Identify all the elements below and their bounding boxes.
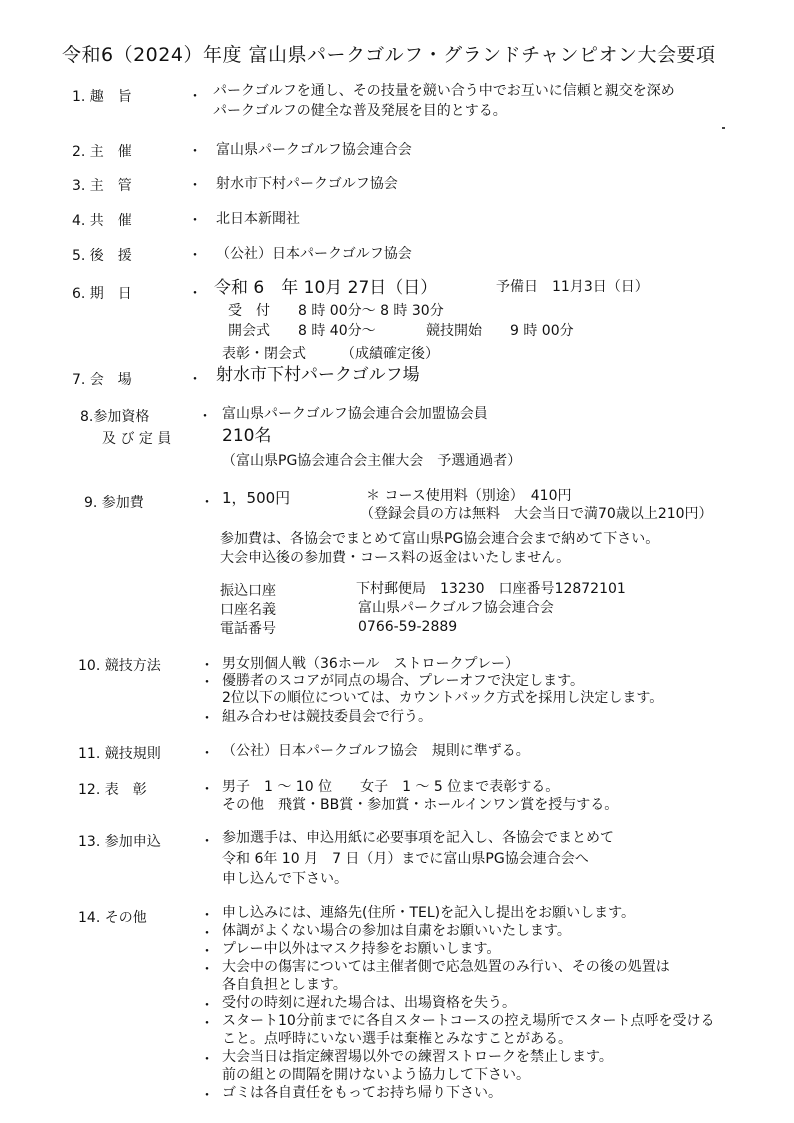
application-line-1: 参加選手は、申込用紙に必要事項を記入し、各協会でまとめて xyxy=(222,830,614,846)
course-fee: ＊ コース使用料（別途） 410円 xyxy=(366,488,572,504)
bullet: ・ xyxy=(200,746,214,762)
bullet: ・ xyxy=(188,144,202,160)
bullet: ・ xyxy=(200,926,214,942)
grouping-rule: 組み合わせは競技委員会で行う。 xyxy=(222,709,432,725)
section-2-label: 2. 主 催 xyxy=(72,144,132,160)
section-13-label: 13. 参加申込 xyxy=(78,834,161,850)
section-4-label: 4. 共 催 xyxy=(72,213,132,229)
bullet: ・ xyxy=(200,1088,214,1104)
fee-payment-note: 参加費は、各協会でまとめて富山県PG協会連合会まで納めて下さい。 xyxy=(220,531,660,547)
section-10-label: 10. 競技方法 xyxy=(78,658,161,674)
no-refund-note: 大会申込後の参加費・コース料の返金はいたしません。 xyxy=(220,550,571,566)
phone-label: 電話番号 xyxy=(220,621,276,637)
other-item-6-cont: こと。点呼時にいない選手は棄権とみなすことがある。 xyxy=(222,1031,572,1047)
purpose-line-2: パークゴルフの健全な普及発展を目的とする。 xyxy=(213,103,507,119)
bullet: ・ xyxy=(200,834,214,850)
supporter: （公社）日本パークゴルフ協会 xyxy=(216,246,412,262)
bullet: ・ xyxy=(188,178,202,194)
entry-fee: 1，500円 xyxy=(222,489,291,507)
bullet: ・ xyxy=(200,944,214,960)
bullet: ・ xyxy=(200,675,214,691)
reception-time: 受 付 8 時 00分～ 8 時 30分 xyxy=(228,303,444,319)
bullet: ・ xyxy=(200,908,214,924)
bullet: ・ xyxy=(188,89,202,105)
venue: 射水市下村パークゴルフ場 xyxy=(216,365,420,385)
competition-start-time: 競技開始 9 時 00分 xyxy=(426,323,574,339)
section-12-label: 12. 表 彰 xyxy=(78,782,147,798)
tie-breaker-rule: 優勝者のスコアが同点の場合、プレーオフで決定します。 xyxy=(222,673,585,689)
bullet: ・ xyxy=(188,286,202,302)
bullet: ・ xyxy=(200,1016,214,1032)
other-item-6: スタート10分前までに各自スタートコースの控え場所でスタート点呼を受ける xyxy=(222,1013,715,1029)
bank-account-value: 下村郵便局 13230 口座番号12872101 xyxy=(356,581,626,597)
other-item-1: 申し込みには、連絡先(住所・TEL)を記入し提出をお願いします。 xyxy=(222,905,635,921)
countback-rule: 2位以下の順位については、カウントバック方式を採用し決定します。 xyxy=(222,690,664,706)
registered-member-fee: （登録会員の方は無料 大会当日で満70歳以上210円） xyxy=(360,506,713,522)
bank-account-label: 振込口座 xyxy=(220,583,276,599)
account-holder-value: 富山県パークゴルフ協会連合会 xyxy=(358,600,554,616)
bullet: ・ xyxy=(200,782,214,798)
purpose-line-1: パークゴルフを通し、その技量を競い合う中でお互いに信頼と親交を深め xyxy=(213,83,675,99)
bullet: ・ xyxy=(188,372,202,388)
other-item-5: 受付の時刻に遅れた場合は、出場資格を失う。 xyxy=(222,995,516,1011)
bullet: ・ xyxy=(200,962,214,978)
section-6-label: 6. 期 日 xyxy=(72,286,132,302)
competition-format: 男女別個人戦（36ホール ストロークプレー） xyxy=(222,656,519,672)
section-1-label: 1. 趣 旨 xyxy=(72,89,132,105)
application-deadline: 令和 6年 10 月 7 日（月）までに富山県PG協会連合会へ xyxy=(222,851,589,867)
eligibility: 富山県パークゴルフ協会連合会加盟協会員 xyxy=(222,406,488,422)
bullet: ・ xyxy=(200,1052,214,1068)
reserve-date: 予備日 11月3日（日） xyxy=(496,279,649,295)
managing-body: 射水市下村パークゴルフ協会 xyxy=(216,176,398,192)
awards-other: その他 飛賞・BB賞・参加賞・ホールインワン賞を授与する。 xyxy=(222,797,619,813)
other-item-3: プレー中以外はマスク持参をお願いします。 xyxy=(222,941,501,957)
bullet: ・ xyxy=(200,495,214,511)
account-holder-label: 口座名義 xyxy=(220,602,276,618)
bullet: ・ xyxy=(200,658,214,674)
section-14-label: 14. その他 xyxy=(78,910,147,926)
document-title: 令和6（2024）年度 富山県パークゴルフ・グランドチャンピオン大会要項 xyxy=(62,44,716,66)
event-date: 令和 6 年 10月 27日（日） xyxy=(214,278,438,298)
opening-ceremony-time: 開会式 8 時 40分～ xyxy=(228,323,376,339)
capacity: 210名 xyxy=(222,426,272,446)
section-11-label: 11. 競技規則 xyxy=(78,746,161,762)
closing-ceremony: 表彰・閉会式 （成績確定後） xyxy=(222,346,439,362)
other-item-8: ゴミは各自責任をもってお持ち帰り下さい。 xyxy=(222,1085,502,1101)
bullet: ・ xyxy=(200,711,214,727)
scan-mark xyxy=(722,127,725,129)
section-8-label-2: 及 び 定 員 xyxy=(102,431,172,447)
phone-value: 0766-59-2889 xyxy=(358,619,458,635)
section-3-label: 3. 主 管 xyxy=(72,178,132,194)
other-item-7: 大会当日は指定練習場以外での練習ストロークを禁止します。 xyxy=(222,1049,613,1065)
organizer: 富山県パークゴルフ協会連合会 xyxy=(216,142,412,158)
bullet: ・ xyxy=(188,213,202,229)
bullet: ・ xyxy=(188,248,202,264)
section-7-label: 7. 会 場 xyxy=(72,372,132,388)
other-item-2: 体調がよくない場合の参加は自粛をお願いいたします。 xyxy=(222,923,571,939)
competition-rules: （公社）日本パークゴルフ協会 規則に準ずる。 xyxy=(222,743,530,759)
other-item-7-cont: 前の組との間隔を開けないよう協力して下さい。 xyxy=(222,1067,530,1083)
other-item-4-cont: 各自負担とします。 xyxy=(222,977,347,993)
eligibility-note: （富山県PG協会連合会主催大会 予選通過者） xyxy=(222,453,522,469)
section-5-label: 5. 後 援 xyxy=(72,248,132,264)
co-organizer: 北日本新聞社 xyxy=(216,211,300,227)
section-9-label: 9. 参加費 xyxy=(84,495,144,511)
bullet: ・ xyxy=(200,998,214,1014)
other-item-4: 大会中の傷害については主催者側で応急処置のみ行い、その後の処置は xyxy=(222,959,670,975)
awards-ranking: 男子 1 ～ 10 位 女子 1 ～ 5 位まで表彰する。 xyxy=(222,779,560,795)
application-line-3: 申し込んで下さい。 xyxy=(222,871,348,887)
section-8-label: 8.参加資格 xyxy=(80,409,150,425)
bullet: ・ xyxy=(198,409,212,425)
